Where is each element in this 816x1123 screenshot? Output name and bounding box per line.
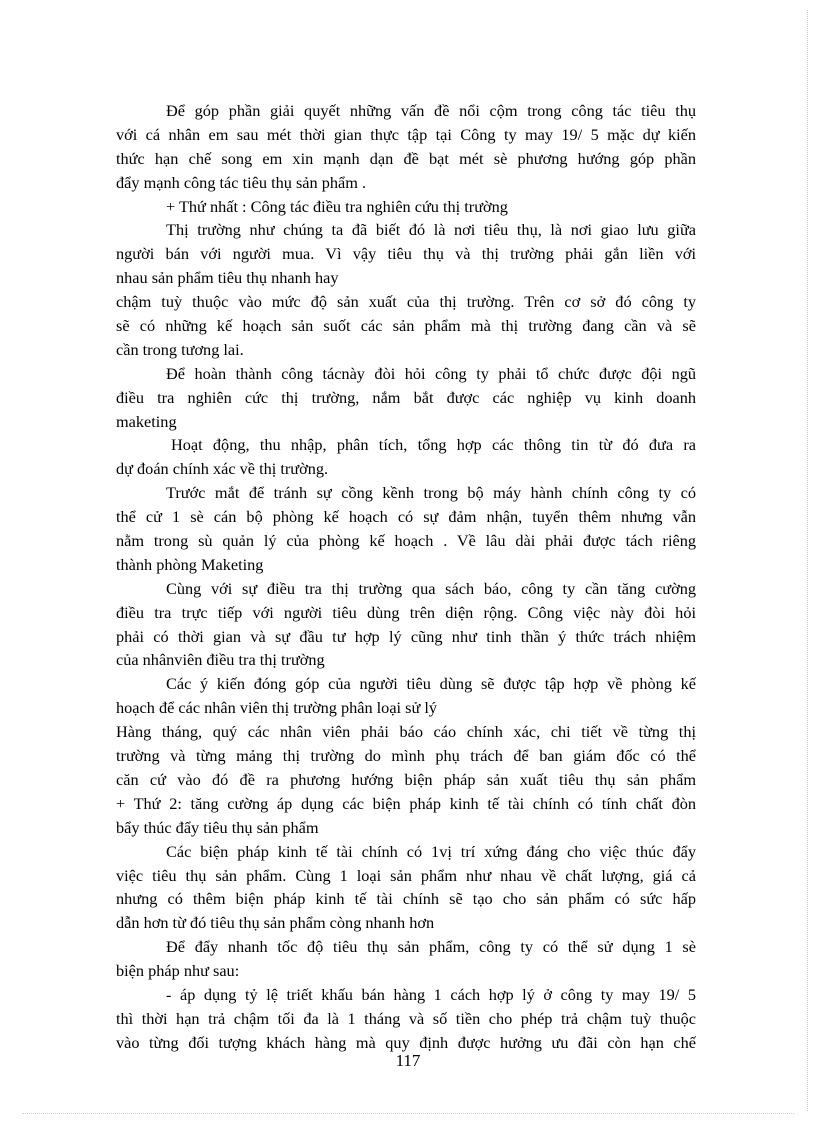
body-text bbox=[116, 99, 696, 1055]
text-line: Để đẩy nhanh tốc độ tiêu thụ sản phẩm, công ty có thể sử dụng 1 sè bbox=[166, 937, 696, 957]
text-line: sẽ có những kế hoạch sản suốt các sản phẩm mà thị trường đang cần và sẽ bbox=[116, 316, 696, 336]
page-border-bottom bbox=[22, 1113, 794, 1114]
text-line: người bán với người mua. Vì vậy tiêu thụ và thị trường phải gắn liền với bbox=[116, 244, 696, 264]
text-line: phải có thời gian và sự đầu tư hợp lý cũng như tinh thần ý thức trách nhiệm bbox=[116, 626, 696, 646]
text-line: căn cứ vào đó đề ra phương hướng biện pháp sản xuất tiêu thụ sản phẩm bbox=[116, 769, 696, 789]
page-border-right bbox=[807, 10, 808, 1111]
text-line: thức hạn chế song em xin mạnh dạn đề bạt mét sè phương hướng góp phần bbox=[116, 148, 696, 168]
text-line: điều tra nghiên cức thị trường, nắm bắt được các nghiệp vụ kinh doanh bbox=[116, 387, 696, 407]
text-line: dẫn hơn từ đó tiêu thụ sản phẩm còng nhanh hơn bbox=[116, 913, 435, 933]
text-line: biện pháp như sau: bbox=[116, 961, 240, 981]
text-line: nằm trong sù quản lý của phòng kế hoạch . Về lâu dài phải được tách riêng bbox=[116, 531, 696, 551]
text-line: Hàng tháng, quý các nhân viên phải báo cáo chính xác, chi tiết về từng thị bbox=[116, 722, 696, 742]
text-line: đẩy mạnh công tác tiêu thụ sản phẩm . bbox=[116, 172, 367, 192]
text-line: bẩy thúc đẩy tiêu thụ sản phẩm bbox=[116, 817, 319, 837]
text-line: điều tra trực tiếp với người tiêu dùng trên diện rộng. Công việc này đòi hỏi bbox=[116, 602, 696, 622]
text-line: nhưng có thêm biện pháp kinh tế tài chính sẽ tạo cho sản phẩm có sức hấp bbox=[116, 889, 696, 909]
text-line: maketing bbox=[116, 411, 177, 431]
text-line: thể cử 1 sè cán bộ phòng kế hoạch có sự đảm nhận, tuyển thêm nhưng vẫn bbox=[116, 507, 696, 527]
text-line: Trước mắt để tránh sự cồng kềnh trong bộ máy hành chính công ty có bbox=[166, 483, 696, 503]
text-line: - áp dụng tỷ lệ triết khấu bán hàng 1 cách hợp lý ở công ty may 19/ 5 bbox=[166, 984, 696, 1004]
text-line: dự đoán chính xác về thị trường. bbox=[116, 459, 329, 479]
text-line: chậm tuỳ thuộc vào mức độ sản xuất của thị trường. Trên cơ sở đó công ty bbox=[116, 292, 696, 312]
page-number: 117 bbox=[395, 1051, 421, 1070]
text-line: việc tiêu thụ sản phẩm. Cùng 1 loại sản phẩm như nhau về chất lượng, giá cả bbox=[116, 865, 696, 885]
text-line: hoạch để các nhân viên thị trường phân loại sử lý bbox=[116, 698, 438, 718]
text-line: + Thứ nhất : Công tác điều tra nghiên cứu thị trường bbox=[166, 196, 508, 216]
text-line: Hoạt động, thu nhập, phân tích, tổng hợp các thông tin từ đó đưa ra bbox=[171, 435, 696, 455]
text-line: cần trong tương lai. bbox=[116, 339, 244, 359]
text-line: Để góp phần giải quyết những vấn đề nổi cộm trong công tác tiêu thụ bbox=[166, 101, 696, 120]
text-line: + Thứ 2: tăng cường áp dụng các biện pháp kinh tế tài chính có tính chất đòn bbox=[116, 793, 696, 813]
text-line: Các ý kiến đóng góp của người tiêu dùng sẽ được tập hợp về phòng kế bbox=[166, 674, 696, 694]
text-line: Cùng với sự điều tra thị trường qua sách báo, công ty cần tăng cường bbox=[166, 578, 696, 598]
text-line: Các biện pháp kinh tế tài chính có 1vị trí xứng đáng cho việc thúc đẩy bbox=[166, 841, 696, 861]
text-line: thì thời hạn trả chậm tối đa là 1 tháng và số tiền cho phép trả chậm tuỳ thuộc bbox=[116, 1008, 696, 1028]
text-line: của nhânviên điều tra thị trường bbox=[116, 650, 325, 670]
text-line: nhau sản phẩm tiêu thụ nhanh hay bbox=[116, 268, 339, 288]
text-line: vào từng đối tượng khách hàng mà quy định được hưởng ưu đãi còn hạn chế bbox=[116, 1032, 696, 1052]
text-line: trường và từng mảng thị trường do mình phụ trách để ban giám đốc có thể bbox=[116, 746, 696, 766]
text-line: Để hoàn thành công tácnày đòi hỏi công ty phải tổ chức được đội ngũ bbox=[166, 363, 696, 383]
text-line: Thị trường như chúng ta đã biết đó là nơi tiêu thụ, là nơi giao lưu giữa bbox=[166, 220, 696, 240]
text-line: thành phòng Maketing bbox=[116, 554, 264, 574]
text-line: với cá nhân em sau mét thời gian thực tập tại Công ty may 19/ 5 mặc dự kiến bbox=[116, 124, 696, 144]
